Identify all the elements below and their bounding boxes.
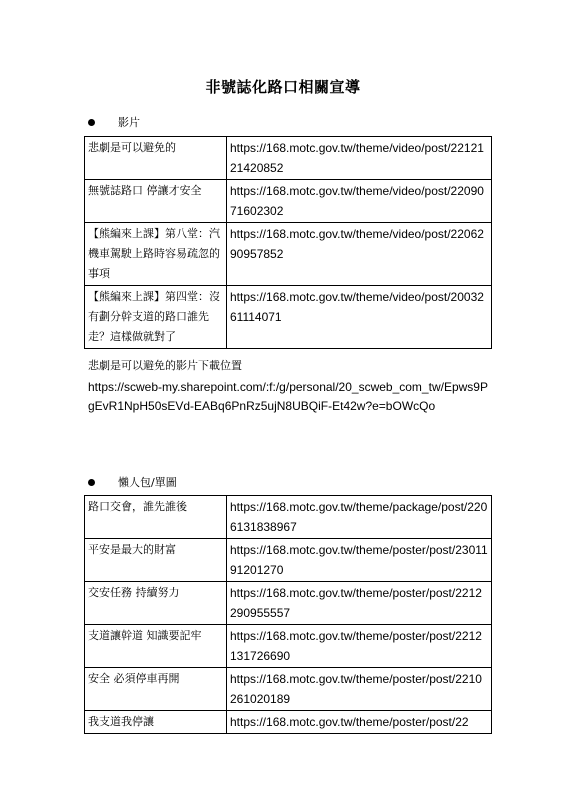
video-link[interactable]: https://168.motc.gov.tw/theme/video/post/2206290957852	[227, 223, 492, 286]
table-row	[85, 539, 492, 582]
video-link[interactable]: https://168.motc.gov.tw/theme/video/post/2209071602302	[227, 180, 492, 223]
section-heading-label: 影片	[118, 116, 140, 129]
package-name: 交安任務 持續努力	[85, 582, 227, 625]
download-link[interactable]: https://scweb-my.sharepoint.com/:f:/g/personal/20_scweb_com_tw/Epws9PgEvR1NpH50sEVd-EABq6PnRz5ujN8UBQiF-Et42w?e=bOWcQo	[88, 380, 488, 413]
package-name: 我支道我停讓	[85, 711, 227, 734]
package-link[interactable]: https://168.motc.gov.tw/theme/poster/post/2212290955557	[227, 582, 492, 625]
package-link[interactable]: https://168.motc.gov.tw/theme/poster/post/2301191201270	[227, 539, 492, 582]
download-label: 悲劇是可以避免的影片下載位置	[88, 359, 242, 372]
table-row	[85, 668, 492, 711]
packages-table	[84, 495, 492, 734]
video-link[interactable]: https://168.motc.gov.tw/theme/video/post/2003261114071	[227, 286, 492, 349]
package-name: 路口交會，誰先誰後	[85, 496, 227, 539]
table-row	[85, 180, 492, 223]
table-row	[85, 711, 492, 734]
video-link[interactable]: https://168.motc.gov.tw/theme/video/post/2212121420852	[227, 137, 492, 180]
bullet-icon	[88, 479, 95, 486]
package-name: 平安是最大的財富	[85, 539, 227, 582]
section-heading-videos	[88, 114, 140, 130]
section-heading-label: 懶人包/單圖	[118, 476, 177, 489]
table-row	[85, 496, 492, 539]
table-row	[85, 137, 492, 180]
package-link[interactable]: https://168.motc.gov.tw/theme/package/post/2206131838967	[227, 496, 492, 539]
videos-table	[84, 136, 492, 349]
package-name: 支道讓幹道 知識要記牢	[85, 625, 227, 668]
table-row	[85, 223, 492, 286]
video-name: 【熊編來上課】第八堂：汽機車駕駛上路時容易疏忽的事項	[85, 223, 227, 286]
bullet-icon	[88, 119, 95, 126]
video-name: 無號誌路口 停讓才安全	[85, 180, 227, 223]
page-title: 非號誌化路口相關宣導	[205, 78, 361, 96]
package-name: 安全 必須停車再開	[85, 668, 227, 711]
video-name: 悲劇是可以避免的	[85, 137, 227, 180]
video-name: 【熊編來上課】第四堂：沒有劃分幹支道的路口誰先走？這樣做就對了	[85, 286, 227, 349]
table-row	[85, 286, 492, 349]
table-row	[85, 582, 492, 625]
table-row	[85, 625, 492, 668]
package-link[interactable]: https://168.motc.gov.tw/theme/poster/post/2212131726690	[227, 625, 492, 668]
package-link[interactable]: https://168.motc.gov.tw/theme/poster/post/2210261020189	[227, 668, 492, 711]
package-link[interactable]: https://168.motc.gov.tw/theme/poster/post/22	[227, 711, 492, 734]
section-heading-packages	[88, 474, 177, 490]
